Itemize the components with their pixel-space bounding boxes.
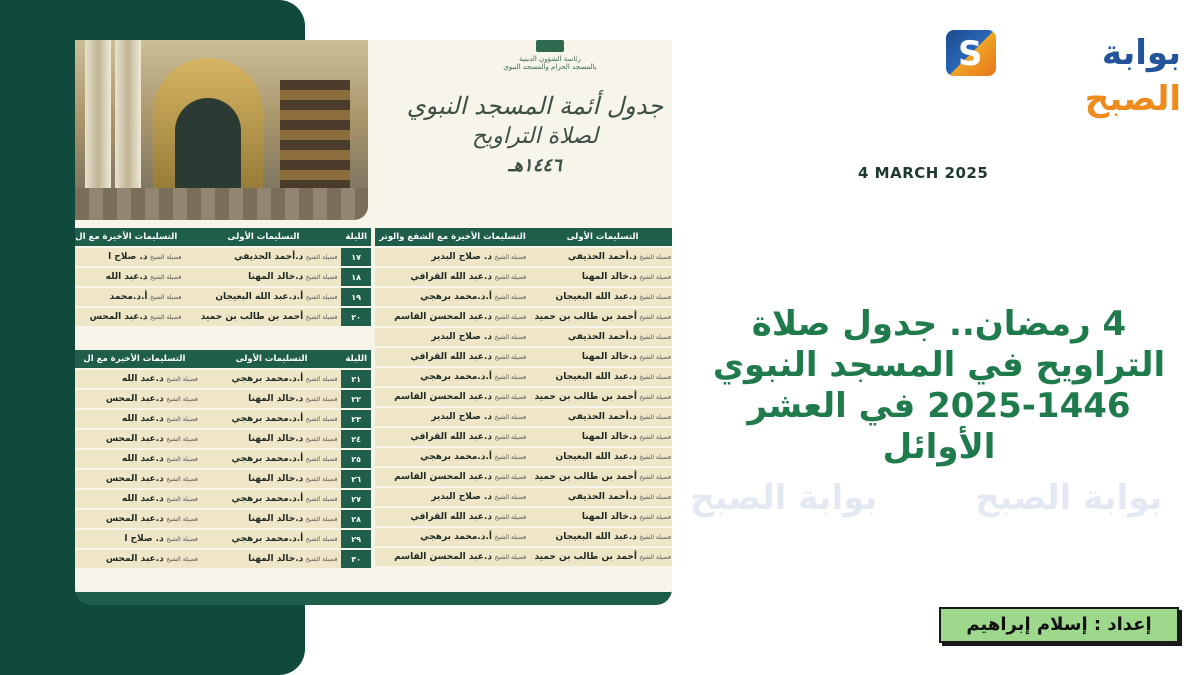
table-cell: [75, 288, 186, 306]
table-cell: [75, 510, 202, 528]
imam-name: أ.د.محمد برهجي: [231, 494, 304, 504]
imam-name: أ.د.محمد برهجي: [420, 372, 492, 382]
table-cell: [375, 248, 530, 266]
imam-name: د.عبد المحس: [105, 474, 164, 484]
header-night: الليلة: [341, 350, 371, 368]
table-cell: [202, 450, 342, 468]
table-cell: [375, 288, 530, 306]
table-row: [375, 548, 672, 566]
table-cell: [202, 550, 342, 568]
table-row: [375, 308, 672, 326]
sheet-title-line-1: جدول أئمة المسجد النبوي: [406, 92, 664, 120]
table-row: [375, 448, 672, 466]
night-number: ٢٨: [341, 510, 371, 528]
night-number: ٢٢: [341, 390, 371, 408]
imam-name: د.خالد المهنا: [581, 512, 637, 522]
table-cell: [75, 308, 186, 326]
night-number: ٢٩: [341, 530, 371, 548]
title-prefix: فضيلة الشيخ: [494, 514, 527, 521]
title-prefix: فضيلة الشيخ: [166, 376, 198, 383]
table-cell: [75, 490, 202, 508]
sheet-year: ١٤٤٦هـ: [508, 155, 562, 176]
title-prefix: فضيلة الشيخ: [494, 474, 527, 481]
night-number: ١٩: [341, 288, 371, 306]
imam-name: د.عبد الله: [121, 494, 164, 504]
table-row: [75, 248, 371, 266]
table-cell: [530, 348, 672, 366]
title-prefix: فضيلة الشيخ: [639, 354, 671, 361]
imam-name: د.عبد الله البعيجان: [555, 372, 637, 382]
imam-name: د. صلاح البدير: [431, 492, 492, 502]
watermark-accent: الصبح: [975, 478, 1072, 518]
table-cell: [375, 508, 530, 526]
imam-name: أحمد بن طالب بن حميد: [200, 312, 304, 322]
brand-watermark: [975, 478, 1162, 528]
site-logo[interactable]: [946, 30, 1181, 119]
title-prefix: فضيلة الشيخ: [305, 294, 338, 301]
table-cell: [530, 488, 672, 506]
carpet-floor: [75, 188, 368, 220]
imam-name: د.عبد الله البعيجان: [555, 292, 637, 302]
imam-name: أحمد بن طالب بن حميد: [534, 472, 637, 482]
table-cell: [530, 448, 672, 466]
imam-name: د.عبد الله: [105, 272, 148, 282]
imam-name: د.عبد الله: [121, 414, 164, 424]
table-cell: [530, 308, 672, 326]
table-row: [375, 268, 672, 286]
title-prefix: فضيلة الشيخ: [166, 396, 198, 403]
table-row: [375, 508, 672, 526]
imam-name: د.عبد الله: [121, 374, 164, 384]
title-prefix: فضيلة الشيخ: [166, 516, 198, 523]
table-cell: [530, 548, 672, 566]
brand-watermark: [690, 478, 877, 528]
title-prefix: فضيلة الشيخ: [494, 534, 527, 541]
table-row: [75, 450, 371, 468]
table-cell: [75, 430, 202, 448]
table-cell: [202, 490, 342, 508]
schedule-sheet: [75, 40, 672, 592]
night-number: ٢٣: [341, 410, 371, 428]
bookshelf: [280, 80, 350, 200]
table-row: [75, 430, 371, 448]
brand-name: [1002, 30, 1181, 122]
title-prefix: فضيلة الشيخ: [166, 416, 198, 423]
schedule-table-left-bottom: [75, 348, 371, 570]
imam-name: د.أحمد الحذيفي: [567, 252, 637, 262]
table-cell: [530, 388, 672, 406]
table-row: [75, 470, 371, 488]
table-cell: [375, 448, 530, 466]
table-cell: [530, 528, 672, 546]
table-row: [375, 388, 672, 406]
table-cell: [530, 428, 672, 446]
imam-name: أ.د.محمد برهجي: [420, 532, 492, 542]
table-cell: [75, 550, 202, 568]
table-cell: [202, 410, 342, 428]
imam-name: د.خالد المهنا: [248, 514, 304, 524]
title-prefix: فضيلة الشيخ: [150, 314, 182, 321]
emblem-icon: [536, 40, 564, 52]
header-night: الليلة: [341, 228, 371, 246]
imam-name: د.خالد المهنا: [248, 554, 304, 564]
header-first: التسليمات الأولى: [530, 228, 672, 246]
title-prefix: فضيلة الشيخ: [305, 556, 338, 563]
imam-name: أ.د.محمد برهجي: [231, 374, 304, 384]
title-prefix: فضيلة الشيخ: [494, 354, 527, 361]
title-prefix: فضيلة الشيخ: [494, 374, 527, 381]
night-number: ١٨: [341, 268, 371, 286]
night-number: ٢٦: [341, 470, 371, 488]
title-prefix: فضيلة الشيخ: [494, 454, 527, 461]
table-cell: [375, 328, 530, 346]
title-prefix: فضيلة الشيخ: [494, 554, 527, 561]
table-row: [375, 248, 672, 266]
title-prefix: فضيلة الشيخ: [494, 394, 527, 401]
title-prefix: فضيلة الشيخ: [639, 394, 671, 401]
title-prefix: فضيلة الشيخ: [494, 414, 527, 421]
title-prefix: فضيلة الشيخ: [639, 414, 671, 421]
title-prefix: فضيلة الشيخ: [305, 376, 338, 383]
imam-name: د.خالد المهنا: [581, 432, 637, 442]
mosque-interior-photo: [75, 40, 368, 220]
title-prefix: فضيلة الشيخ: [639, 294, 671, 301]
title-prefix: فضيلة الشيخ: [166, 496, 198, 503]
table-cell: [202, 530, 342, 548]
imam-name: د.عبد الله البعيجان: [555, 452, 637, 462]
title-prefix: فضيلة الشيخ: [305, 254, 338, 261]
night-number: ١٧: [341, 248, 371, 266]
night-number: ٢٠: [341, 308, 371, 326]
presidency-logo: [490, 40, 610, 70]
table-row: [375, 408, 672, 426]
imam-name: د.عبد المحسن القاسم: [394, 552, 492, 562]
table-row: [375, 328, 672, 346]
imam-name: د.عبد الله القرافي: [410, 272, 492, 282]
title-prefix: فضيلة الشيخ: [639, 434, 671, 441]
imam-name: أ.د.محمد برهجي: [231, 414, 304, 424]
night-number: ٣٠: [341, 550, 371, 568]
table-cell: [375, 368, 530, 386]
imam-name: د.عبد المحس: [89, 312, 148, 322]
table-row: [375, 428, 672, 446]
header-last: التسليمات الأخيرة مع ال: [75, 228, 186, 246]
brand-mark-letter: S: [958, 34, 983, 74]
table-cell: [75, 390, 202, 408]
watermark-main: بوابة: [798, 478, 878, 518]
table-cell: [530, 328, 672, 346]
title-prefix: فضيلة الشيخ: [305, 416, 338, 423]
table-row: [375, 468, 672, 486]
imam-name: د. صلاح البدير: [431, 332, 492, 342]
table-cell: [75, 450, 202, 468]
title-prefix: فضيلة الشيخ: [166, 476, 198, 483]
table-cell: [530, 288, 672, 306]
title-prefix: فضيلة الشيخ: [305, 274, 338, 281]
table-row: [75, 268, 371, 286]
imam-name: د.أحمد الحذيفي: [234, 252, 304, 262]
brand-name-main: بوابة: [1101, 33, 1181, 73]
table-row: [75, 390, 371, 408]
table-cell: [186, 308, 342, 326]
imam-name: د.خالد المهنا: [248, 434, 304, 444]
schedule-image-card: [75, 40, 672, 605]
title-prefix: فضيلة الشيخ: [494, 334, 527, 341]
imam-name: د.أحمد الحذيفي: [567, 332, 637, 342]
title-prefix: فضيلة الشيخ: [305, 476, 338, 483]
header-first: التسليمات الأولى: [186, 228, 342, 246]
title-prefix: فضيلة الشيخ: [494, 494, 527, 501]
imam-name: د.عبد المحس: [105, 394, 164, 404]
title-prefix: فضيلة الشيخ: [639, 274, 671, 281]
logo-line-1: رئاسة الشؤون الدينية: [519, 55, 581, 63]
table-row: [75, 530, 371, 548]
imam-name: د.خالد المهنا: [581, 352, 637, 362]
title-prefix: فضيلة الشيخ: [150, 254, 182, 261]
title-prefix: فضيلة الشيخ: [494, 294, 527, 301]
title-prefix: فضيلة الشيخ: [494, 254, 527, 261]
article-headline: 4 رمضان.. جدول صلاة التراويح في المسجد النبوي 1446-2025 في العشر الأوائل: [712, 304, 1166, 467]
title-prefix: فضيلة الشيخ: [639, 474, 671, 481]
table-cell: [186, 268, 342, 286]
title-prefix: فضيلة الشيخ: [305, 496, 338, 503]
imam-name: د.خالد المهنا: [248, 272, 304, 282]
table-cell: [530, 468, 672, 486]
table-cell: [375, 408, 530, 426]
night-number: ٢٧: [341, 490, 371, 508]
table-cell: [375, 468, 530, 486]
watermark-main: بوابة: [1083, 478, 1163, 518]
table-cell: [375, 428, 530, 446]
schedule-table-right: [375, 226, 672, 568]
schedule-table-left-top: [75, 226, 371, 328]
imam-name: د.عبد المحسن القاسم: [394, 472, 492, 482]
title-prefix: فضيلة الشيخ: [305, 516, 338, 523]
imam-name: أحمد بن طالب بن حميد: [534, 312, 637, 322]
table-row: [75, 490, 371, 508]
title-prefix: فضيلة الشيخ: [494, 434, 527, 441]
table-row: [375, 488, 672, 506]
title-prefix: فضيلة الشيخ: [639, 254, 671, 261]
table-cell: [75, 370, 202, 388]
table-cell: [375, 548, 530, 566]
imam-name: د. صلاح البدير: [431, 412, 492, 422]
table-row: [375, 288, 672, 306]
table-cell: [75, 470, 202, 488]
table-row: [375, 348, 672, 366]
imam-name: د.عبد المحسن القاسم: [394, 392, 492, 402]
imam-name: أ.د.محمد برهجي: [231, 454, 304, 464]
title-prefix: فضيلة الشيخ: [639, 494, 671, 501]
header-last: التسليمات الأخيرة مع الشفع والوتر: [375, 228, 530, 246]
brand-name-accent: الصبح: [1084, 79, 1181, 119]
imam-name: أ.د.محمد برهجي: [420, 292, 492, 302]
table-cell: [75, 410, 202, 428]
mihrab-niche: [175, 98, 241, 198]
title-prefix: فضيلة الشيخ: [305, 436, 338, 443]
title-prefix: فضيلة الشيخ: [494, 314, 527, 321]
imam-name: أ.د.محمد: [109, 292, 148, 302]
table-row: [75, 410, 371, 428]
imam-name: أحمد بن طالب بن حميد: [534, 392, 637, 402]
imam-name: د.خالد المهنا: [581, 272, 637, 282]
header-last: التسليمات الأخيرة مع ال: [75, 350, 202, 368]
title-prefix: فضيلة الشيخ: [639, 454, 671, 461]
publish-date: 4 MARCH 2025: [858, 164, 989, 182]
table-row: [75, 288, 371, 306]
imam-name: د. صلاح ا: [124, 534, 164, 544]
imam-name: د.عبد الله القرافي: [410, 432, 492, 442]
imam-name: د. صلاح ا: [108, 252, 148, 262]
table-cell: [375, 388, 530, 406]
table-cell: [375, 528, 530, 546]
table-cell: [186, 248, 342, 266]
table-cell: [530, 268, 672, 286]
table-cell: [202, 430, 342, 448]
title-prefix: فضيلة الشيخ: [150, 294, 182, 301]
author-credit: إعداد : إسلام إبراهيم: [939, 607, 1179, 643]
table-cell: [375, 488, 530, 506]
table-cell: [375, 348, 530, 366]
title-prefix: فضيلة الشيخ: [305, 536, 338, 543]
table-row: [75, 308, 371, 326]
header-first: التسليمات الأولى: [202, 350, 342, 368]
title-prefix: فضيلة الشيخ: [305, 456, 338, 463]
imam-name: د.أحمد الحذيفي: [567, 412, 637, 422]
night-number: ٢١: [341, 370, 371, 388]
imam-name: أ.د.عبد الله البعيجان: [215, 292, 304, 302]
imam-name: د.أحمد الحذيفي: [567, 492, 637, 502]
table-cell: [375, 308, 530, 326]
imam-name: د.عبد الله القرافي: [410, 512, 492, 522]
sheet-title: [405, 92, 665, 176]
title-prefix: فضيلة الشيخ: [166, 556, 198, 563]
imam-name: د.عبد الله القرافي: [410, 352, 492, 362]
title-prefix: فضيلة الشيخ: [305, 396, 338, 403]
table-cell: [75, 248, 186, 266]
table-row: [75, 510, 371, 528]
table-cell: [375, 268, 530, 286]
table-row: [375, 368, 672, 386]
imam-name: د.خالد المهنا: [248, 474, 304, 484]
logo-line-2: بالمسجد الحرام والمسجد النبوي: [503, 63, 597, 71]
imam-name: أ.د.محمد برهجي: [231, 534, 304, 544]
table-cell: [75, 268, 186, 286]
table-cell: [186, 288, 342, 306]
night-number: ٢٤: [341, 430, 371, 448]
table-cell: [530, 248, 672, 266]
imam-name: د.خالد المهنا: [248, 394, 304, 404]
title-prefix: فضيلة الشيخ: [639, 554, 671, 561]
title-prefix: فضيلة الشيخ: [494, 274, 527, 281]
title-prefix: فضيلة الشيخ: [639, 374, 671, 381]
table-cell: [202, 390, 342, 408]
imam-name: أحمد بن طالب بن حميد: [534, 552, 637, 562]
table-cell: [202, 510, 342, 528]
table-cell: [530, 408, 672, 426]
table-row: [375, 528, 672, 546]
imam-name: د.عبد المحس: [105, 554, 164, 564]
imam-name: د. صلاح البدير: [431, 252, 492, 262]
title-prefix: فضيلة الشيخ: [639, 314, 671, 321]
brand-s-icon: [946, 30, 996, 76]
sheet-title-line-2: لصلاة التراويح: [471, 124, 599, 149]
imam-name: د.عبد المحس: [105, 514, 164, 524]
table-row: [75, 370, 371, 388]
title-prefix: فضيلة الشيخ: [639, 514, 671, 521]
night-number: ٢٥: [341, 450, 371, 468]
watermark-accent: الصبح: [690, 478, 787, 518]
title-prefix: فضيلة الشيخ: [166, 536, 198, 543]
imam-name: د.عبد الله البعيجان: [555, 532, 637, 542]
table-row: [75, 550, 371, 568]
title-prefix: فضيلة الشيخ: [305, 314, 338, 321]
table-cell: [75, 530, 202, 548]
title-prefix: فضيلة الشيخ: [166, 456, 198, 463]
title-prefix: فضيلة الشيخ: [639, 334, 671, 341]
table-cell: [202, 370, 342, 388]
imam-name: د.عبد المحسن القاسم: [394, 312, 492, 322]
imam-name: د.عبد المحس: [105, 434, 164, 444]
title-prefix: فضيلة الشيخ: [639, 534, 671, 541]
title-prefix: فضيلة الشيخ: [150, 274, 182, 281]
table-cell: [530, 508, 672, 526]
title-prefix: فضيلة الشيخ: [166, 436, 198, 443]
imam-name: د.عبد الله: [121, 454, 164, 464]
imam-name: أ.د.محمد برهجي: [420, 452, 492, 462]
table-cell: [530, 368, 672, 386]
table-cell: [202, 470, 342, 488]
